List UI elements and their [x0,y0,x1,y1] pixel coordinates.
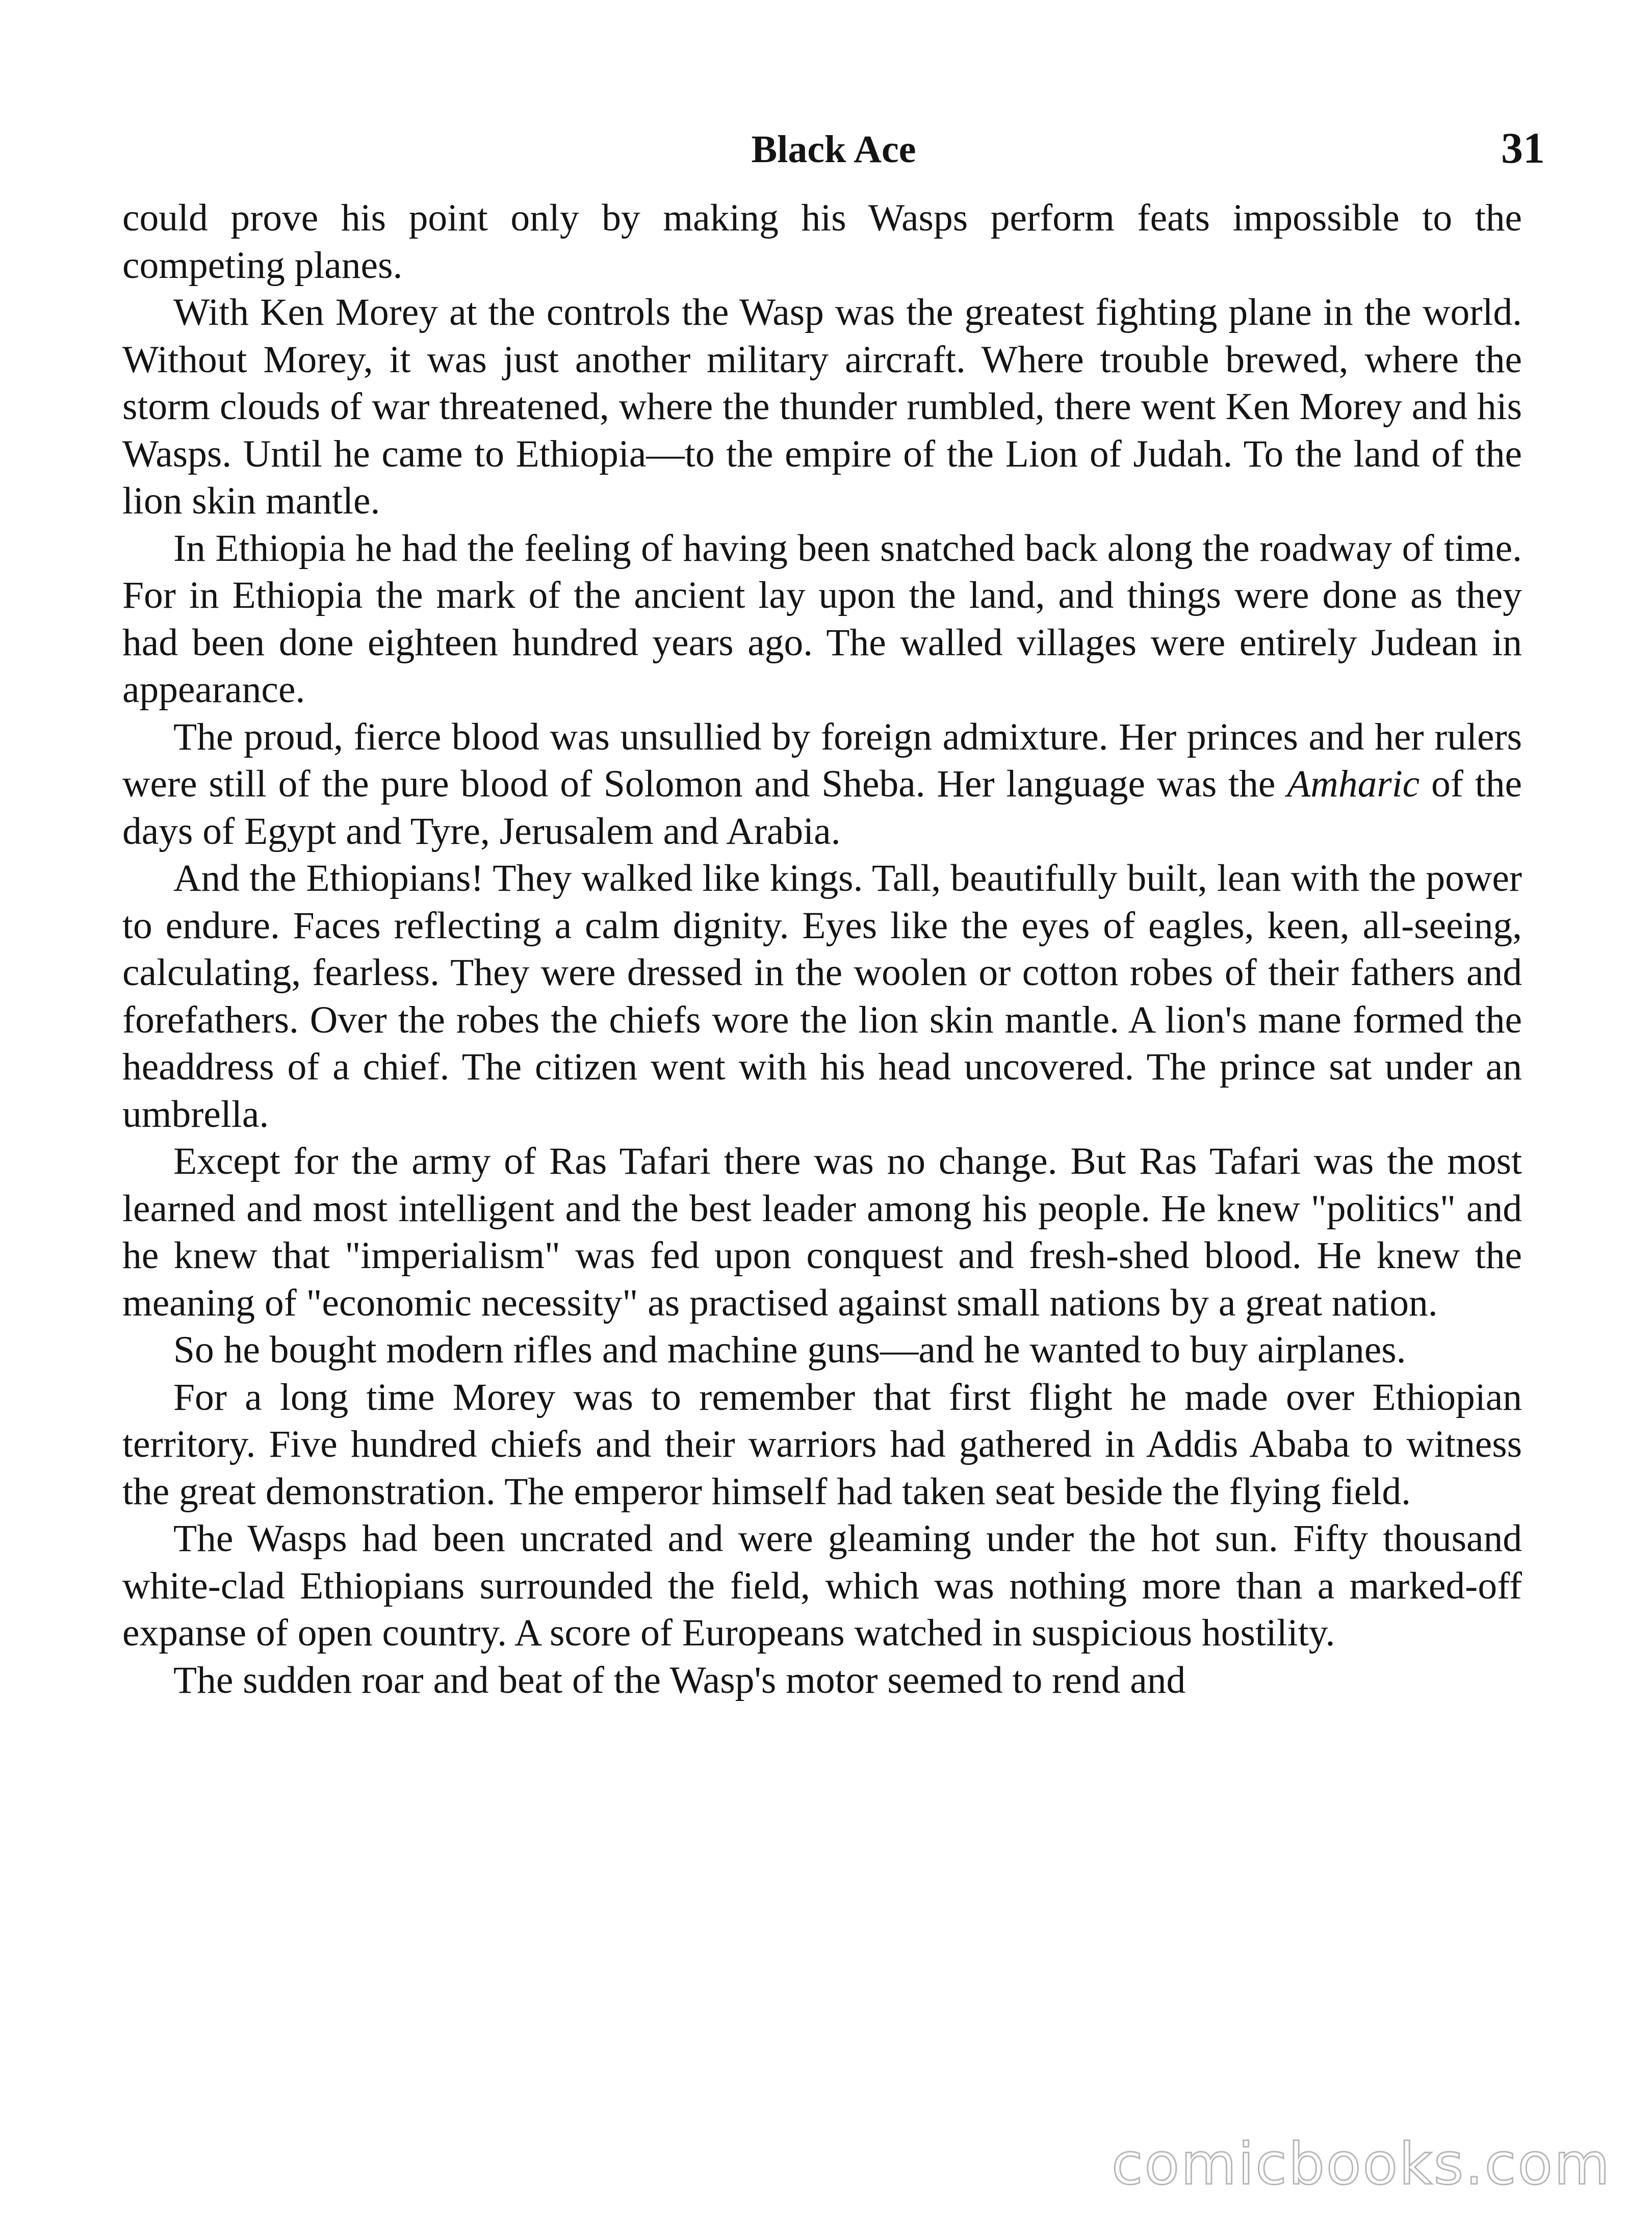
body-text [122,195,1522,1704]
paragraph [122,1374,1522,1516]
page-number: 31 [1501,123,1545,172]
paragraph-text: The sudden roar and beat of the Wasp's motor seemed to rend and [173,1659,1186,1701]
paragraph-text: Except for the army of Ras Tafari there was no change. But Ras Tafari was the most learned and most intelligent and the best leader among his people. He knew "politics" and he knew that "imperialism" was fed upon conquest and fresh-shed blood. He knew the meaning of "economic necessity" as practised against small nations by a great nation. [122,1140,1522,1324]
paragraph [122,1327,1522,1374]
paragraph [122,525,1522,714]
paragraph [122,1657,1522,1705]
watermark: comicbooks.com [1111,2131,1611,2198]
paragraph-text: The Wasps had been uncrated and were gleaming under the hot sun. Fifty thousand white-clad Ethiopians surrounded the field, which was nothing more than a marked-off expanse of open country. A score of Europeans watched in suspicious hostility. [122,1517,1522,1654]
paragraph-text: could prove his point only by making his Wasps perform feats impossible to the competing planes. [122,197,1522,287]
paragraph-text: So he bought modern rifles and machine guns—and he wanted to buy airplanes. [173,1329,1406,1371]
paragraph [122,1138,1522,1327]
paragraph [122,855,1522,1138]
paragraph [122,195,1522,289]
paragraph-text: For a long time Morey was to remember that first flight he made over Ethiopian territory. Five hundred chiefs and their warriors had gathered in Addis Ababa to witness the great demonstration. The emperor himself had taken seat beside the flying field. [122,1376,1522,1513]
paragraph [122,289,1522,525]
paragraph [122,1515,1522,1657]
paragraph-text: And the Ethiopians! They walked like kings. Tall, beautifully built, lean with the power to endure. Faces reflecting a calm dignity. Eyes like the eyes of eagles, keen, all-seeing, calculating, fearless. They were dressed in the woolen or cotton robes of their fathers and forefathers. Over the robes the chiefs wore the lion skin mantle. A lion's mane formed the headdress of a chief. The citizen went with his head uncovered. The prince sat under an umbrella. [122,857,1522,1136]
paragraph-text: With Ken Morey at the controls the Wasp was the greatest fighting plane in the world. Without Morey, it was just another military aircraft. Where trouble brewed, where the storm clouds of war threatened, where the thunder rumbled, there went Ken Morey and his Wasps. Until he came to Ethiopia—to the empire of the Lion of Judah. To the land of the lion skin mantle. [122,291,1522,522]
paragraph [122,714,1522,856]
paragraph-text: In Ethiopia he had the feeling of having been snatched back along the roadway of time. For in Ethiopia the mark of the ancient lay upon the land, and things were done as they had been done eighteen hundred years ago. The walled villages were entirely Judean in appearance. [122,527,1522,711]
paragraph-text: of the days of Egypt and Tyre, Jerusalem and Arabia. [122,763,1522,853]
running-title: Black Ace [751,128,916,171]
italic-term: Amharic [1287,763,1420,805]
paragraph-text: The proud, fierce blood was unsullied by foreign admixture. Her princes and her rulers were still of the pure blood of Solomon and Sheba. Her language was the [122,715,1522,805]
page-header [122,122,1545,184]
